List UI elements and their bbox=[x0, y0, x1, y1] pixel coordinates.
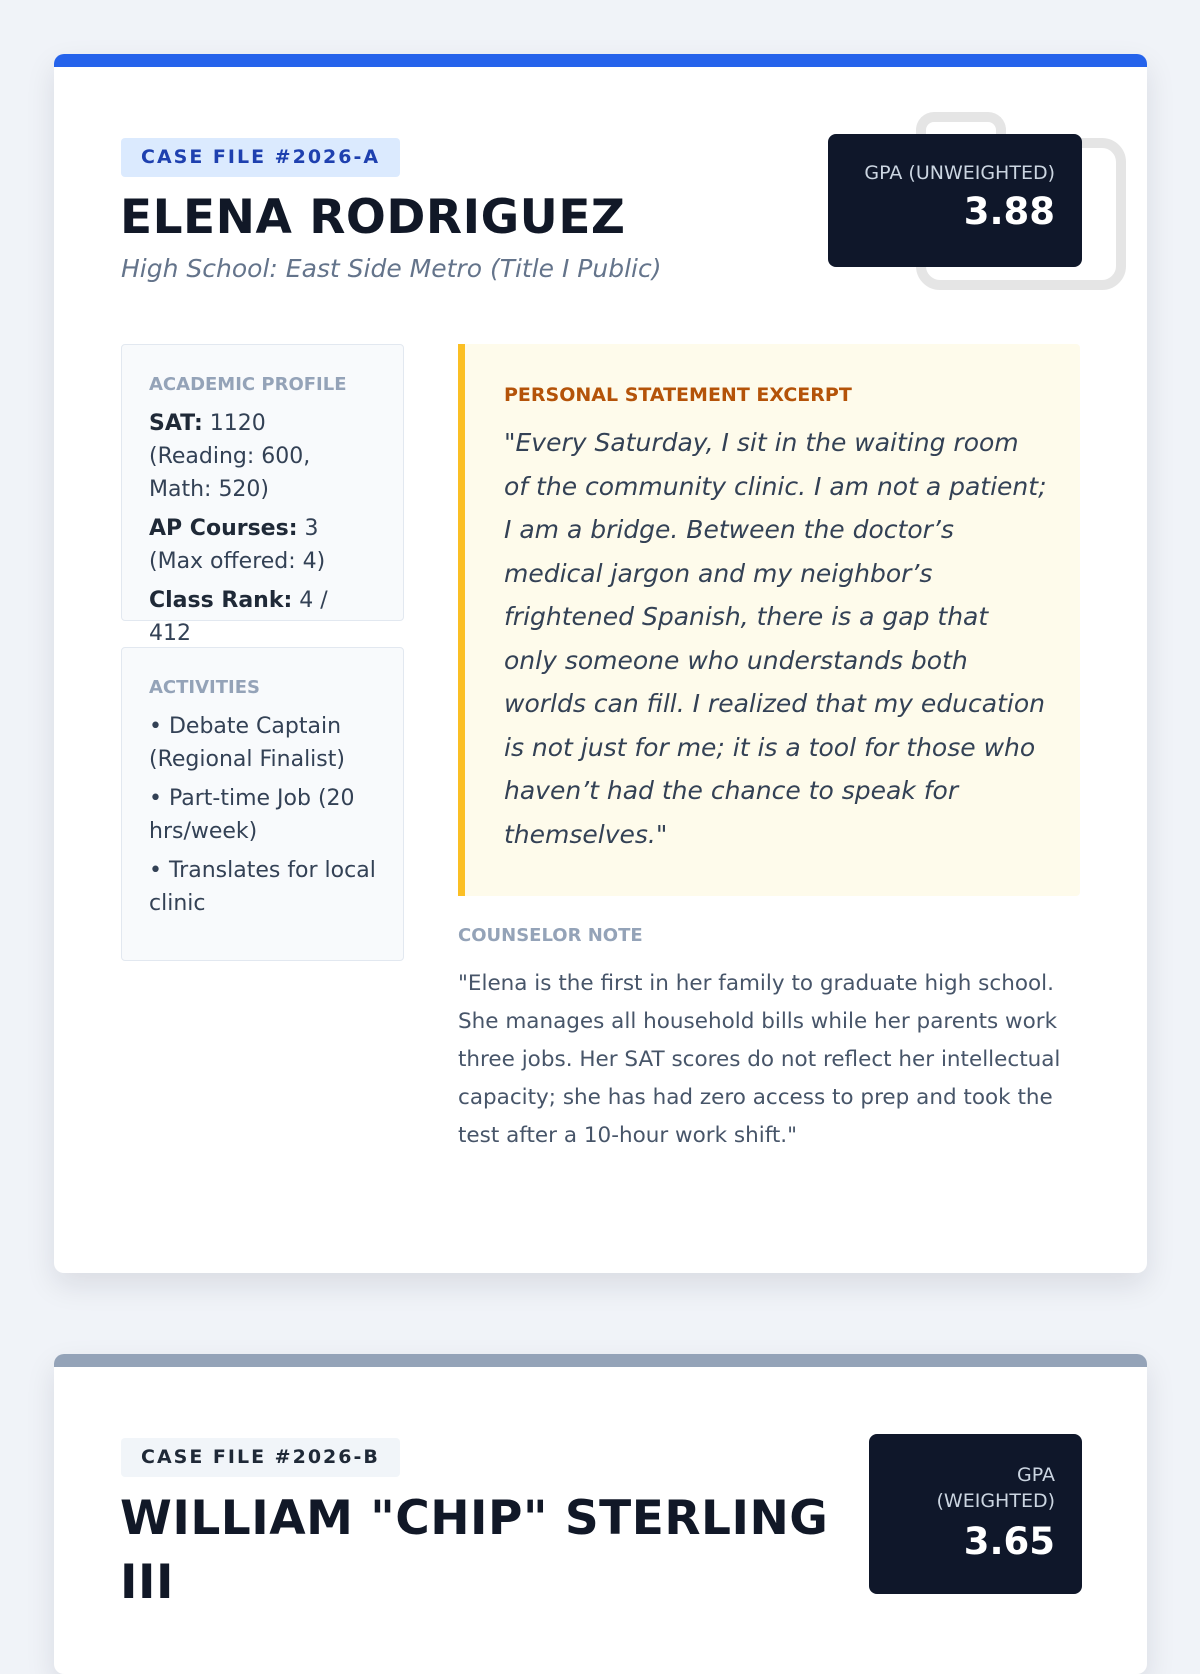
accent-stripe bbox=[54, 1354, 1147, 1367]
activity-item: • Debate Captain (Regional Finalist) bbox=[149, 714, 345, 772]
gpa-box bbox=[869, 1434, 1082, 1594]
ap-value: 3 (Max offered: 4) bbox=[149, 516, 326, 574]
academic-profile-title: ACADEMIC PROFILE bbox=[149, 374, 347, 395]
academic-line-sat bbox=[149, 407, 376, 506]
activities-box bbox=[121, 647, 404, 961]
gpa-value: 3.65 bbox=[963, 1520, 1055, 1563]
counselor-note-title: COUNSELOR NOTE bbox=[458, 925, 643, 946]
gpa-label: GPA (WEIGHTED) bbox=[936, 1464, 1055, 1512]
applicant-school: High School: East Side Metro (Title I Public) bbox=[121, 254, 662, 283]
academic-line-ap bbox=[149, 512, 376, 578]
personal-statement-title: PERSONAL STATEMENT EXCERPT bbox=[504, 384, 852, 406]
rank-label: Class Rank: bbox=[149, 588, 293, 613]
applicant-name: ELENA RODRIGUEZ bbox=[120, 190, 626, 245]
case-card-a bbox=[54, 54, 1147, 1273]
ap-label: AP Courses: bbox=[149, 516, 298, 541]
personal-statement-box bbox=[458, 344, 1080, 896]
case-card-b bbox=[54, 1354, 1147, 1674]
rank-value: 4 / 412 bbox=[149, 588, 328, 646]
gpa-box bbox=[828, 134, 1082, 267]
activity-item: • Translates for local clinic bbox=[149, 858, 376, 916]
gpa-value: 3.88 bbox=[963, 190, 1055, 233]
accent-stripe bbox=[54, 54, 1147, 67]
counselor-note-text: "Elena is the first in her family to graduate high school. She manages all household bills while her parents work three jobs. Her SAT scores do not reflect her intellectual capacity; she has had zero access to prep and took the test after a 10-hour work shift." bbox=[458, 971, 1061, 1148]
sat-label: SAT: bbox=[149, 411, 203, 436]
academic-line-rank bbox=[149, 584, 376, 650]
activities-title: ACTIVITIES bbox=[149, 677, 260, 698]
applicant-name: WILLIAM "CHIP" STERLING III bbox=[120, 1491, 829, 1610]
academic-profile-box bbox=[121, 344, 404, 646]
case-file-badge: CASE FILE #2026-A bbox=[121, 138, 400, 177]
sat-value: 1120 (Reading: 600, Math: 520) bbox=[149, 411, 311, 502]
activity-item: • Part-time Job (20 hrs/week) bbox=[149, 786, 355, 844]
case-file-badge: CASE FILE #2026-B bbox=[121, 1438, 400, 1477]
personal-statement-text: "Every Saturday, I sit in the waiting room of the community clinic. I am not a patient; I am a bridge. Between the doctor’s medical jargon and my neighbor’s frightened Spanish, there is a gap that only someone who understands both worlds can fill. I realized that my education is not just for me; it is a tool for those who haven’t had the chance to speak for themselves." bbox=[504, 428, 1047, 849]
gpa-label: GPA (UNWEIGHTED) bbox=[864, 162, 1055, 184]
